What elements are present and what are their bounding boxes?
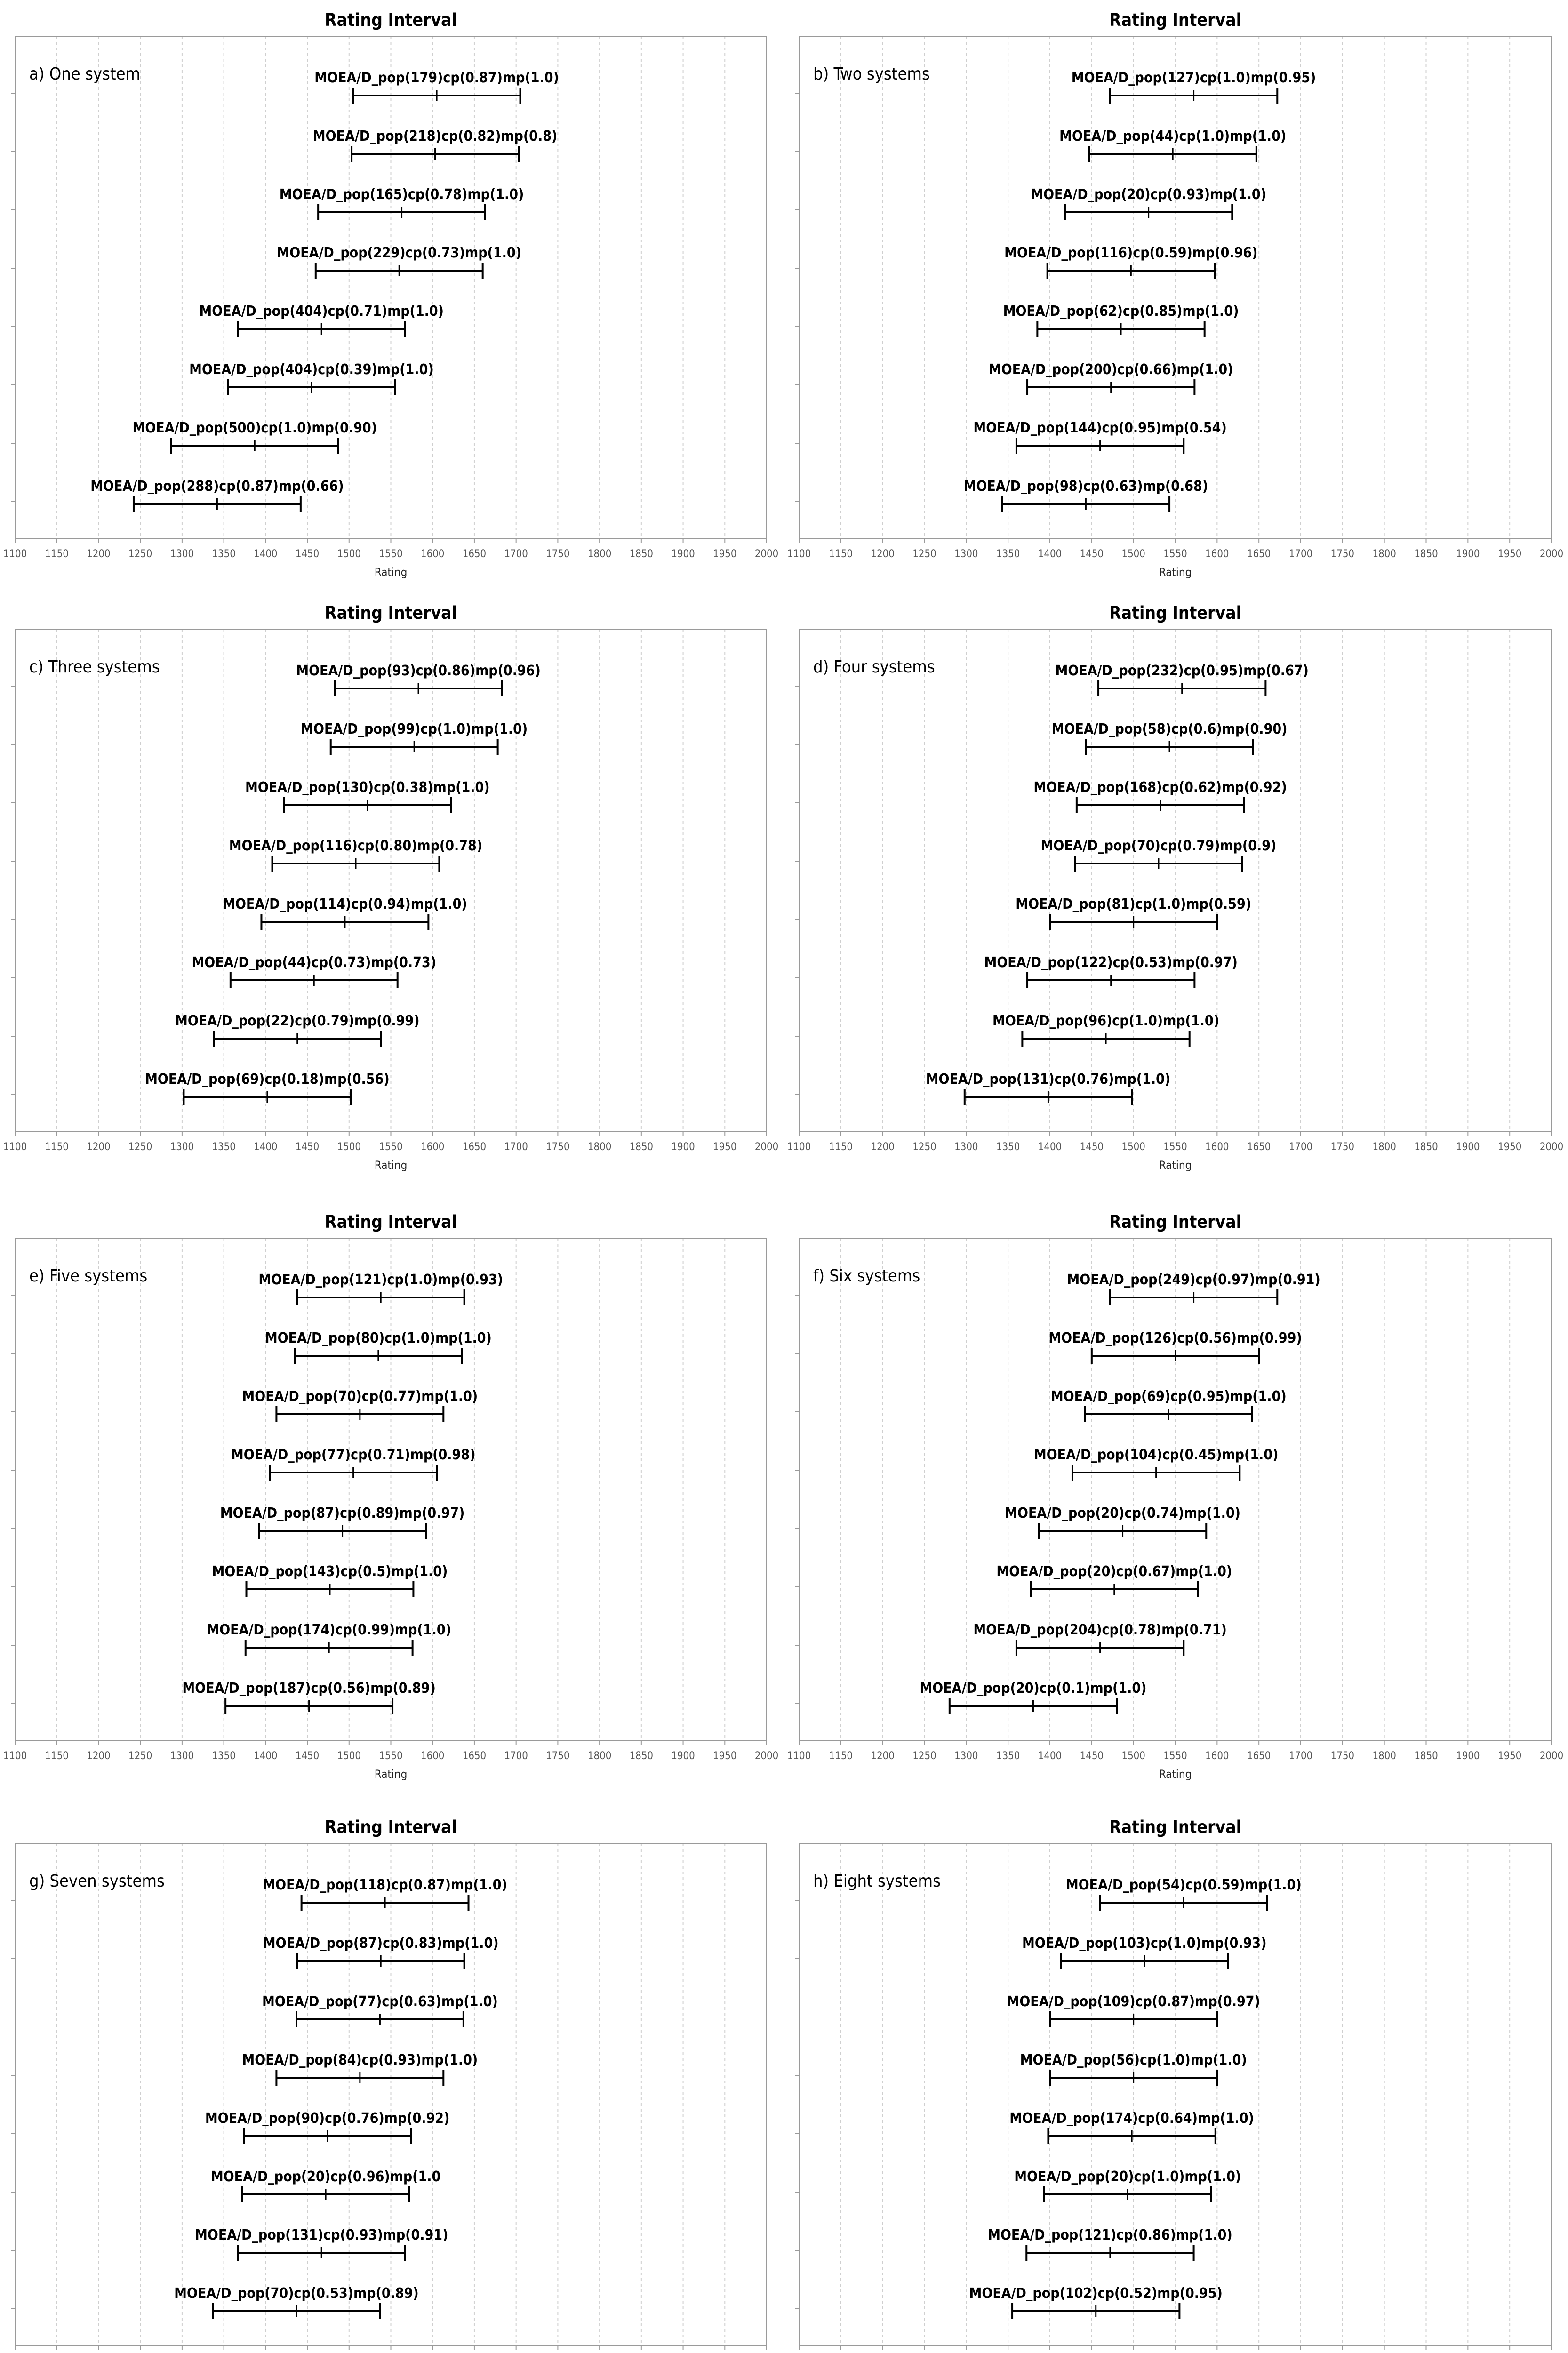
x-tick-label: 1950 xyxy=(713,1750,737,1762)
chart-title: Rating Interval xyxy=(324,603,457,623)
interval-row xyxy=(1066,1877,1302,1911)
x-tick-label: 1250 xyxy=(912,1141,936,1153)
x-tick-label: 1800 xyxy=(1372,548,1396,560)
interval-label: MOEA/D_pop(69)cp(0.18)mp(0.56) xyxy=(145,1071,390,1088)
interval-label: MOEA/D_pop(121)cp(1.0)mp(0.93) xyxy=(258,1272,504,1288)
interval-label: MOEA/D_pop(121)cp(0.86)mp(1.0) xyxy=(988,2227,1232,2243)
x-tick-label: 1100 xyxy=(3,1141,27,1153)
panel-4 xyxy=(787,603,1563,1172)
x-tick-label: 1250 xyxy=(128,1141,152,1153)
interval-row xyxy=(263,1877,507,1911)
interval-label: MOEA/D_pop(122)cp(0.53)mp(0.97) xyxy=(984,954,1238,971)
interval-label: MOEA/D_pop(20)cp(0.93)mp(1.0) xyxy=(1031,186,1267,203)
x-tick-label: 1650 xyxy=(462,1141,487,1153)
interval-label: MOEA/D_pop(77)cp(0.63)mp(1.0) xyxy=(262,1993,498,2010)
interval-label: MOEA/D_pop(54)cp(0.59)mp(1.0) xyxy=(1065,1877,1302,1893)
interval-label: MOEA/D_pop(109)cp(0.87)mp(0.97) xyxy=(1007,1993,1260,2010)
interval-label: MOEA/D_pop(20)cp(0.74)mp(1.0) xyxy=(1005,1505,1240,1521)
x-tick-label: 1600 xyxy=(1205,1750,1229,1762)
chart-title: Rating Interval xyxy=(1109,603,1242,623)
interval-row xyxy=(277,245,521,279)
x-tick-label: 1200 xyxy=(87,548,111,560)
x-tick-label: 1850 xyxy=(629,1750,654,1762)
panel-1 xyxy=(3,10,778,579)
x-tick-label: 2000 xyxy=(1539,1750,1564,1762)
x-tick-label: 1150 xyxy=(45,1750,69,1762)
interval-row xyxy=(132,420,377,454)
interval-row xyxy=(984,954,1238,988)
x-axis-label: Rating xyxy=(374,1768,408,1781)
panel-label: d) Four systems xyxy=(813,657,935,677)
x-tick-label: 1650 xyxy=(462,548,487,560)
interval-label: MOEA/D_pop(77)cp(0.71)mp(0.98) xyxy=(231,1447,476,1463)
interval-row xyxy=(258,1272,503,1305)
interval-label: MOEA/D_pop(90)cp(0.76)mp(0.92) xyxy=(205,2110,450,2127)
interval-row xyxy=(1056,663,1309,696)
interval-row xyxy=(90,478,344,512)
interval-row xyxy=(174,2285,419,2319)
x-tick-label: 1900 xyxy=(671,548,695,560)
x-tick-label: 1850 xyxy=(1414,548,1438,560)
interval-label: MOEA/D_pop(165)cp(0.78)mp(1.0) xyxy=(279,186,524,203)
interval-row xyxy=(220,1505,465,1539)
interval-row xyxy=(301,721,528,755)
x-tick-label: 1900 xyxy=(1456,1141,1480,1153)
x-tick-label: 1250 xyxy=(912,548,936,560)
interval-label: MOEA/D_pop(404)cp(0.71)mp(1.0) xyxy=(199,303,444,320)
interval-label: MOEA/D_pop(118)cp(0.87)mp(1.0) xyxy=(263,1877,507,1893)
interval-row xyxy=(1022,1935,1267,1969)
x-tick-label: 1550 xyxy=(379,1750,403,1762)
x-tick-label: 1850 xyxy=(629,1141,654,1153)
interval-row xyxy=(182,1680,435,1714)
x-tick-label: 1950 xyxy=(1497,548,1522,560)
x-tick-label: 1750 xyxy=(1330,1141,1355,1153)
x-tick-label: 1950 xyxy=(1497,1750,1522,1762)
x-tick-label: 1700 xyxy=(504,1141,528,1153)
x-tick-label: 1750 xyxy=(546,548,570,560)
x-tick-label: 2000 xyxy=(754,1750,779,1762)
x-tick-label: 1850 xyxy=(629,548,654,560)
x-tick-label: 1300 xyxy=(170,548,194,560)
interval-label: MOEA/D_pop(187)cp(0.56)mp(0.89) xyxy=(182,1680,436,1697)
x-tick-label: 2000 xyxy=(1539,1141,1564,1153)
x-tick-label: 1500 xyxy=(1121,548,1145,560)
interval-row xyxy=(1007,1993,1260,2027)
x-tick-label: 1100 xyxy=(3,1750,27,1762)
interval-row xyxy=(175,1013,420,1047)
interval-label: MOEA/D_pop(20)cp(0.96)mp(1.0 xyxy=(210,2169,441,2185)
interval-row xyxy=(920,1680,1146,1714)
x-tick-label: 1700 xyxy=(1288,1750,1313,1762)
x-tick-label: 1350 xyxy=(212,1141,236,1153)
x-tick-label: 1950 xyxy=(713,1141,737,1153)
x-tick-label: 1550 xyxy=(379,548,403,560)
x-tick-label: 1250 xyxy=(128,548,152,560)
x-tick-label: 1600 xyxy=(421,1141,445,1153)
interval-row xyxy=(195,2227,448,2261)
x-tick-label: 1800 xyxy=(1372,1750,1396,1762)
interval-label: MOEA/D_pop(56)cp(1.0)mp(1.0) xyxy=(1020,2052,1247,2068)
x-tick-label: 1400 xyxy=(1038,548,1062,560)
x-tick-label: 1700 xyxy=(504,548,528,560)
x-tick-label: 1150 xyxy=(45,1141,69,1153)
x-tick-label: 1750 xyxy=(1330,548,1355,560)
interval-row xyxy=(1014,2169,1241,2202)
x-tick-label: 1500 xyxy=(337,1141,361,1153)
interval-label: MOEA/D_pop(131)cp(0.93)mp(0.91) xyxy=(195,2227,448,2243)
x-tick-label: 1400 xyxy=(1038,1141,1062,1153)
x-tick-label: 1200 xyxy=(871,1750,895,1762)
x-tick-label: 1250 xyxy=(128,1750,152,1762)
x-tick-label: 1550 xyxy=(379,1141,403,1153)
interval-row xyxy=(1005,1505,1240,1539)
interval-row xyxy=(973,1622,1226,1656)
interval-row xyxy=(223,896,467,930)
panel-label: c) Three systems xyxy=(29,657,160,677)
x-tick-label: 1450 xyxy=(1080,548,1104,560)
interval-label: MOEA/D_pop(96)cp(1.0)mp(1.0) xyxy=(992,1013,1220,1029)
x-tick-label: 1100 xyxy=(787,1141,811,1153)
panel-8 xyxy=(787,1817,1563,2353)
x-tick-label: 1450 xyxy=(1080,1750,1104,1762)
x-tick-label: 1550 xyxy=(1163,548,1187,560)
x-tick-label: 1300 xyxy=(170,1141,194,1153)
interval-label: MOEA/D_pop(168)cp(0.62)mp(0.92) xyxy=(1033,779,1287,796)
x-tick-label: 1300 xyxy=(170,1750,194,1762)
interval-label: MOEA/D_pop(44)cp(1.0)mp(1.0) xyxy=(1059,128,1287,144)
interval-label: MOEA/D_pop(249)cp(0.97)mp(0.91) xyxy=(1067,1272,1320,1288)
x-tick-label: 1900 xyxy=(1456,548,1480,560)
x-tick-label: 2000 xyxy=(1539,548,1564,560)
interval-label: MOEA/D_pop(70)cp(0.53)mp(0.89) xyxy=(174,2285,419,2302)
x-tick-label: 1300 xyxy=(954,1750,978,1762)
x-tick-label: 1850 xyxy=(1414,1750,1438,1762)
x-tick-label: 1450 xyxy=(295,548,320,560)
panel-label: f) Six systems xyxy=(813,1266,920,1286)
x-tick-label: 1500 xyxy=(1121,1141,1145,1153)
x-tick-label: 1100 xyxy=(787,548,811,560)
x-tick-label: 1200 xyxy=(871,1141,895,1153)
panel-label: a) One system xyxy=(29,64,141,84)
interval-row xyxy=(964,478,1208,512)
x-axis-label: Rating xyxy=(374,1159,408,1172)
chart-title: Rating Interval xyxy=(1109,1212,1242,1232)
chart-title: Rating Interval xyxy=(1109,1817,1242,1837)
interval-row xyxy=(242,2052,478,2086)
panel-7 xyxy=(3,1817,778,2353)
panel-2 xyxy=(787,10,1563,579)
interval-row xyxy=(988,2227,1232,2261)
interval-row xyxy=(1004,245,1257,279)
interval-label: MOEA/D_pop(174)cp(0.99)mp(1.0) xyxy=(207,1622,451,1638)
x-tick-label: 1450 xyxy=(1080,1141,1104,1153)
x-tick-label: 2000 xyxy=(754,548,779,560)
panel-label: b) Two systems xyxy=(813,64,930,84)
x-tick-label: 1150 xyxy=(829,1141,853,1153)
interval-row xyxy=(280,186,524,220)
interval-label: MOEA/D_pop(116)cp(0.80)mp(0.78) xyxy=(229,838,483,854)
interval-label: MOEA/D_pop(143)cp(0.5)mp(1.0) xyxy=(212,1563,448,1580)
x-tick-label: 1700 xyxy=(1288,1141,1313,1153)
x-tick-label: 1350 xyxy=(996,1141,1020,1153)
x-tick-label: 1650 xyxy=(1247,548,1271,560)
interval-label: MOEA/D_pop(500)cp(1.0)mp(0.90) xyxy=(132,420,377,436)
panel-6 xyxy=(787,1212,1563,1781)
x-axis-label: Rating xyxy=(374,566,408,579)
x-tick-label: 1700 xyxy=(504,1750,528,1762)
interval-row xyxy=(989,361,1233,395)
interval-row xyxy=(212,1563,448,1597)
x-tick-label: 1400 xyxy=(1038,1750,1062,1762)
x-tick-label: 1100 xyxy=(787,1750,811,1762)
interval-row xyxy=(1031,186,1266,220)
x-tick-label: 1950 xyxy=(1497,1141,1522,1153)
x-tick-label: 1950 xyxy=(713,548,737,560)
interval-row xyxy=(192,954,436,988)
x-tick-label: 1200 xyxy=(87,1141,111,1153)
interval-label: MOEA/D_pop(44)cp(0.73)mp(0.73) xyxy=(192,954,437,971)
interval-label: MOEA/D_pop(179)cp(0.87)mp(1.0) xyxy=(314,70,559,86)
x-tick-label: 1350 xyxy=(996,1750,1020,1762)
interval-label: MOEA/D_pop(130)cp(0.38)mp(1.0) xyxy=(245,779,490,796)
interval-row xyxy=(263,1935,499,1969)
interval-row xyxy=(265,1330,492,1364)
interval-row xyxy=(1067,1272,1320,1305)
x-tick-label: 1600 xyxy=(1205,1141,1229,1153)
x-tick-label: 1550 xyxy=(1163,1750,1187,1762)
x-tick-label: 1400 xyxy=(254,1750,278,1762)
x-tick-label: 1900 xyxy=(671,1750,695,1762)
interval-label: MOEA/D_pop(126)cp(0.56)mp(0.99) xyxy=(1048,1330,1302,1346)
panel-3 xyxy=(3,603,778,1172)
interval-row xyxy=(189,361,434,395)
x-tick-label: 1900 xyxy=(671,1141,695,1153)
x-tick-label: 1800 xyxy=(587,1141,612,1153)
interval-row xyxy=(969,2285,1223,2319)
interval-row xyxy=(1033,779,1287,813)
x-tick-label: 1300 xyxy=(954,1141,978,1153)
interval-row xyxy=(1059,128,1286,162)
panel-5 xyxy=(3,1212,778,1781)
interval-label: MOEA/D_pop(84)cp(0.93)mp(1.0) xyxy=(242,2052,478,2068)
interval-row xyxy=(1072,70,1316,104)
interval-label: MOEA/D_pop(127)cp(1.0)mp(0.95) xyxy=(1071,70,1316,86)
interval-row xyxy=(1041,838,1277,872)
chart-title: Rating Interval xyxy=(324,1212,457,1232)
interval-label: MOEA/D_pop(69)cp(0.95)mp(1.0) xyxy=(1050,1388,1287,1405)
x-tick-label: 1800 xyxy=(587,1750,612,1762)
interval-label: MOEA/D_pop(87)cp(0.89)mp(0.97) xyxy=(220,1505,465,1521)
panel-label: h) Eight systems xyxy=(813,1872,941,1891)
interval-label: MOEA/D_pop(62)cp(0.85)mp(1.0) xyxy=(1003,303,1239,320)
x-tick-label: 1350 xyxy=(996,548,1020,560)
x-tick-label: 1150 xyxy=(829,548,853,560)
x-tick-label: 1800 xyxy=(1372,1141,1396,1153)
x-tick-label: 1200 xyxy=(87,1750,111,1762)
interval-row xyxy=(231,1447,476,1481)
interval-row xyxy=(199,303,444,337)
interval-row xyxy=(229,838,482,872)
x-tick-label: 1150 xyxy=(45,548,69,560)
interval-label: MOEA/D_pop(200)cp(0.66)mp(1.0) xyxy=(988,361,1233,378)
interval-label: MOEA/D_pop(70)cp(0.77)mp(1.0) xyxy=(242,1388,478,1405)
interval-row xyxy=(1003,303,1239,337)
interval-label: MOEA/D_pop(288)cp(0.87)mp(0.66) xyxy=(90,478,344,495)
interval-label: MOEA/D_pop(174)cp(0.64)mp(1.0) xyxy=(1009,2110,1254,2127)
interval-label: MOEA/D_pop(70)cp(0.79)mp(0.9) xyxy=(1040,838,1277,854)
x-tick-label: 2000 xyxy=(754,1141,779,1153)
x-tick-label: 1500 xyxy=(337,548,361,560)
x-tick-label: 1400 xyxy=(254,548,278,560)
interval-row xyxy=(207,1622,451,1656)
panel-label: e) Five systems xyxy=(29,1266,148,1286)
interval-label: MOEA/D_pop(102)cp(0.52)mp(0.95) xyxy=(969,2285,1223,2302)
interval-row xyxy=(1051,1388,1287,1422)
interval-label: MOEA/D_pop(404)cp(0.39)mp(1.0) xyxy=(189,361,434,378)
chart-title: Rating Interval xyxy=(324,1817,457,1837)
x-tick-label: 1800 xyxy=(587,548,612,560)
interval-label: MOEA/D_pop(99)cp(1.0)mp(1.0) xyxy=(301,721,528,737)
x-tick-label: 1650 xyxy=(462,1750,487,1762)
interval-row xyxy=(314,70,559,104)
x-tick-label: 1350 xyxy=(212,548,236,560)
interval-label: MOEA/D_pop(20)cp(0.67)mp(1.0) xyxy=(996,1563,1232,1580)
interval-label: MOEA/D_pop(114)cp(0.94)mp(1.0) xyxy=(223,896,467,912)
x-tick-label: 1450 xyxy=(295,1141,320,1153)
chart-title: Rating Interval xyxy=(324,10,457,30)
x-tick-label: 1600 xyxy=(1205,548,1229,560)
x-tick-label: 1650 xyxy=(1247,1141,1271,1153)
x-tick-label: 1650 xyxy=(1247,1750,1271,1762)
x-tick-label: 1200 xyxy=(871,548,895,560)
interval-row xyxy=(211,2169,440,2202)
x-tick-label: 1550 xyxy=(1163,1141,1187,1153)
interval-row xyxy=(1052,721,1288,755)
interval-label: MOEA/D_pop(80)cp(1.0)mp(1.0) xyxy=(264,1330,492,1346)
interval-label: MOEA/D_pop(104)cp(0.45)mp(1.0) xyxy=(1033,1447,1279,1463)
panel-label: g) Seven systems xyxy=(29,1872,165,1891)
x-tick-label: 1450 xyxy=(295,1750,320,1762)
x-tick-label: 1850 xyxy=(1414,1141,1438,1153)
interval-label: MOEA/D_pop(218)cp(0.82)mp(0.8) xyxy=(312,128,558,144)
x-tick-label: 1600 xyxy=(421,1750,445,1762)
x-axis-label: Rating xyxy=(1159,1768,1192,1781)
interval-row xyxy=(296,663,541,696)
x-tick-label: 1300 xyxy=(954,548,978,560)
x-tick-label: 1100 xyxy=(3,548,27,560)
interval-label: MOEA/D_pop(87)cp(0.83)mp(1.0) xyxy=(263,1935,499,1952)
interval-label: MOEA/D_pop(144)cp(0.95)mp(0.54) xyxy=(973,420,1227,436)
x-tick-label: 1750 xyxy=(546,1750,570,1762)
chart-title: Rating Interval xyxy=(1109,10,1242,30)
interval-row xyxy=(262,1993,498,2027)
x-tick-label: 1250 xyxy=(912,1750,936,1762)
interval-row xyxy=(205,2110,450,2144)
interval-label: MOEA/D_pop(116)cp(0.59)mp(0.96) xyxy=(1004,245,1258,261)
interval-label: MOEA/D_pop(20)cp(1.0)mp(1.0) xyxy=(1014,2169,1241,2185)
interval-row xyxy=(1034,1447,1279,1481)
interval-label: MOEA/D_pop(93)cp(0.86)mp(0.96) xyxy=(296,663,541,679)
x-tick-label: 1500 xyxy=(337,1750,361,1762)
interval-row xyxy=(996,1563,1232,1597)
x-tick-label: 1400 xyxy=(254,1141,278,1153)
interval-row xyxy=(992,1013,1219,1047)
x-tick-label: 1150 xyxy=(829,1750,853,1762)
interval-label: MOEA/D_pop(229)cp(0.73)mp(1.0) xyxy=(277,245,522,261)
interval-label: MOEA/D_pop(20)cp(0.1)mp(1.0) xyxy=(920,1680,1147,1697)
interval-row xyxy=(245,779,490,813)
interval-label: MOEA/D_pop(204)cp(0.78)mp(0.71) xyxy=(973,1622,1227,1638)
interval-label: MOEA/D_pop(98)cp(0.63)mp(0.68) xyxy=(963,478,1208,495)
x-tick-label: 1750 xyxy=(1330,1750,1355,1762)
x-tick-label: 1500 xyxy=(1121,1750,1145,1762)
x-tick-label: 1900 xyxy=(1456,1750,1480,1762)
interval-label: MOEA/D_pop(22)cp(0.79)mp(0.99) xyxy=(175,1013,420,1029)
x-axis-label: Rating xyxy=(1159,566,1192,579)
interval-row xyxy=(242,1388,478,1422)
interval-row xyxy=(973,420,1226,454)
interval-label: MOEA/D_pop(232)cp(0.95)mp(0.67) xyxy=(1055,663,1309,679)
x-tick-label: 1700 xyxy=(1288,548,1313,560)
interval-label: MOEA/D_pop(131)cp(0.76)mp(1.0) xyxy=(926,1071,1171,1088)
x-tick-label: 1750 xyxy=(546,1141,570,1153)
x-tick-label: 1600 xyxy=(421,548,445,560)
interval-label: MOEA/D_pop(81)cp(1.0)mp(0.59) xyxy=(1016,896,1252,912)
interval-row xyxy=(1020,2052,1247,2086)
interval-label: MOEA/D_pop(103)cp(1.0)mp(0.93) xyxy=(1022,1935,1267,1952)
x-tick-label: 1350 xyxy=(212,1750,236,1762)
interval-label: MOEA/D_pop(58)cp(0.6)mp(0.90) xyxy=(1051,721,1288,737)
x-axis-label: Rating xyxy=(1159,1159,1192,1172)
